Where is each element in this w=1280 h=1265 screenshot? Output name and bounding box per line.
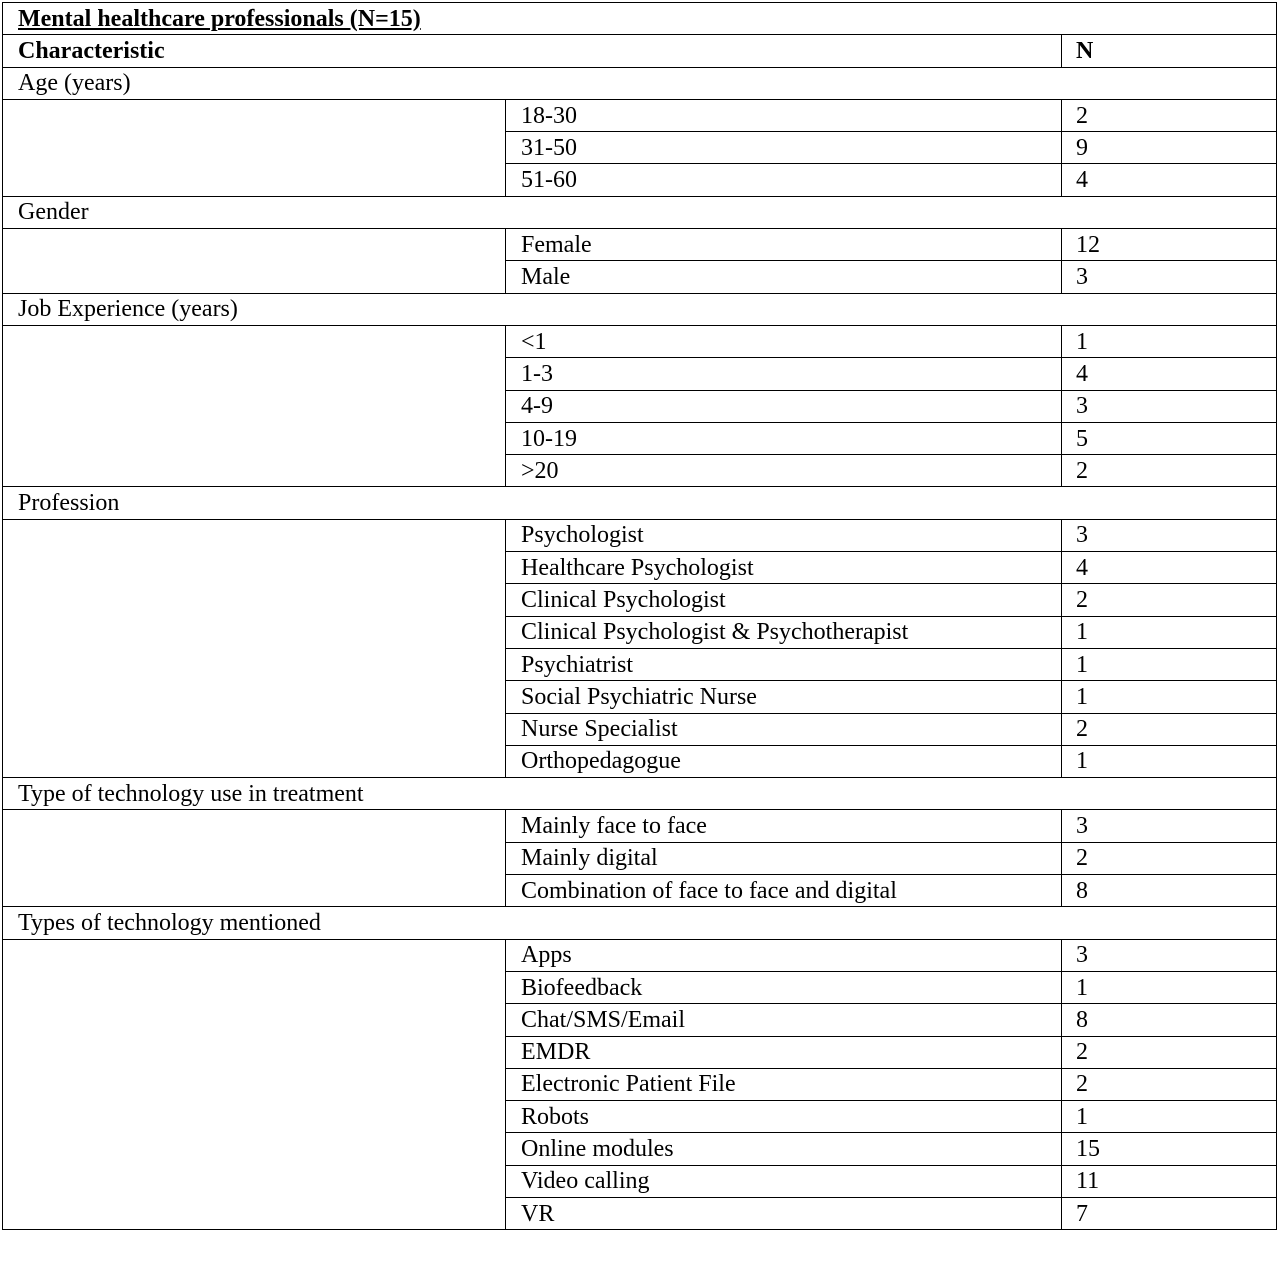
count-cell: 1 bbox=[1062, 616, 1277, 648]
count-cell: 3 bbox=[1062, 810, 1277, 842]
header-row bbox=[3, 35, 1277, 67]
demographics-table bbox=[2, 2, 1277, 1230]
table-row bbox=[3, 519, 1277, 551]
empty-cell bbox=[3, 519, 506, 777]
category-cell: EMDR bbox=[506, 1036, 1062, 1068]
empty-cell bbox=[3, 325, 506, 486]
count-cell: 1 bbox=[1062, 745, 1277, 777]
count-cell: 4 bbox=[1062, 164, 1277, 196]
category-cell: Clinical Psychologist bbox=[506, 584, 1062, 616]
count-cell: 7 bbox=[1062, 1197, 1277, 1229]
category-cell: 51-60 bbox=[506, 164, 1062, 196]
count-cell: 2 bbox=[1062, 584, 1277, 616]
table-title: Mental healthcare professionals (N=15) bbox=[3, 3, 1277, 35]
category-cell: 31-50 bbox=[506, 132, 1062, 164]
count-cell: 1 bbox=[1062, 1101, 1277, 1133]
empty-cell bbox=[3, 939, 506, 1230]
section-label: Types of technology mentioned bbox=[3, 907, 1277, 939]
empty-cell bbox=[3, 99, 506, 196]
count-cell: 3 bbox=[1062, 390, 1277, 422]
section-label: Job Experience (years) bbox=[3, 293, 1277, 325]
category-cell: Male bbox=[506, 261, 1062, 293]
count-cell: 2 bbox=[1062, 99, 1277, 131]
table-row bbox=[3, 810, 1277, 842]
count-cell: 1 bbox=[1062, 325, 1277, 357]
category-cell: 4-9 bbox=[506, 390, 1062, 422]
category-cell: Online modules bbox=[506, 1133, 1062, 1165]
category-cell: Orthopedagogue bbox=[506, 745, 1062, 777]
count-cell: 4 bbox=[1062, 358, 1277, 390]
section-label: Gender bbox=[3, 196, 1277, 228]
table-row bbox=[3, 939, 1277, 971]
category-cell: <1 bbox=[506, 325, 1062, 357]
category-cell: 18-30 bbox=[506, 99, 1062, 131]
section-row bbox=[3, 293, 1277, 325]
count-cell: 3 bbox=[1062, 261, 1277, 293]
category-cell: Female bbox=[506, 229, 1062, 261]
category-cell: Psychologist bbox=[506, 519, 1062, 551]
count-cell: 1 bbox=[1062, 681, 1277, 713]
category-cell: VR bbox=[506, 1197, 1062, 1229]
count-cell: 4 bbox=[1062, 552, 1277, 584]
count-cell: 2 bbox=[1062, 1036, 1277, 1068]
table-row bbox=[3, 229, 1277, 261]
category-cell: Robots bbox=[506, 1101, 1062, 1133]
table-row bbox=[3, 99, 1277, 131]
count-cell: 9 bbox=[1062, 132, 1277, 164]
category-cell: Mainly face to face bbox=[506, 810, 1062, 842]
empty-cell bbox=[3, 229, 506, 294]
section-label: Type of technology use in treatment bbox=[3, 778, 1277, 810]
header-n: N bbox=[1062, 35, 1277, 67]
section-row bbox=[3, 487, 1277, 519]
section-label: Profession bbox=[3, 487, 1277, 519]
count-cell: 3 bbox=[1062, 519, 1277, 551]
table-row bbox=[3, 325, 1277, 357]
section-row bbox=[3, 907, 1277, 939]
count-cell: 1 bbox=[1062, 971, 1277, 1003]
count-cell: 5 bbox=[1062, 422, 1277, 454]
category-cell: 10-19 bbox=[506, 422, 1062, 454]
header-characteristic: Characteristic bbox=[3, 35, 1062, 67]
count-cell: 15 bbox=[1062, 1133, 1277, 1165]
count-cell: 2 bbox=[1062, 842, 1277, 874]
count-cell: 2 bbox=[1062, 1068, 1277, 1100]
category-cell: Nurse Specialist bbox=[506, 713, 1062, 745]
section-row bbox=[3, 67, 1277, 99]
category-cell: Combination of face to face and digital bbox=[506, 875, 1062, 907]
category-cell: 1-3 bbox=[506, 358, 1062, 390]
category-cell: Psychiatrist bbox=[506, 648, 1062, 680]
category-cell: Video calling bbox=[506, 1165, 1062, 1197]
category-cell: Clinical Psychologist & Psychotherapist bbox=[506, 616, 1062, 648]
section-row bbox=[3, 778, 1277, 810]
category-cell: Mainly digital bbox=[506, 842, 1062, 874]
category-cell: >20 bbox=[506, 455, 1062, 487]
count-cell: 3 bbox=[1062, 939, 1277, 971]
category-cell: Chat/SMS/Email bbox=[506, 1004, 1062, 1036]
count-cell: 2 bbox=[1062, 455, 1277, 487]
empty-cell bbox=[3, 810, 506, 907]
title-row bbox=[3, 3, 1277, 35]
category-cell: Apps bbox=[506, 939, 1062, 971]
count-cell: 8 bbox=[1062, 1004, 1277, 1036]
count-cell: 8 bbox=[1062, 875, 1277, 907]
count-cell: 1 bbox=[1062, 648, 1277, 680]
category-cell: Electronic Patient File bbox=[506, 1068, 1062, 1100]
category-cell: Healthcare Psychologist bbox=[506, 552, 1062, 584]
section-row bbox=[3, 196, 1277, 228]
count-cell: 11 bbox=[1062, 1165, 1277, 1197]
count-cell: 2 bbox=[1062, 713, 1277, 745]
category-cell: Social Psychiatric Nurse bbox=[506, 681, 1062, 713]
count-cell: 12 bbox=[1062, 229, 1277, 261]
category-cell: Biofeedback bbox=[506, 971, 1062, 1003]
section-label: Age (years) bbox=[3, 67, 1277, 99]
